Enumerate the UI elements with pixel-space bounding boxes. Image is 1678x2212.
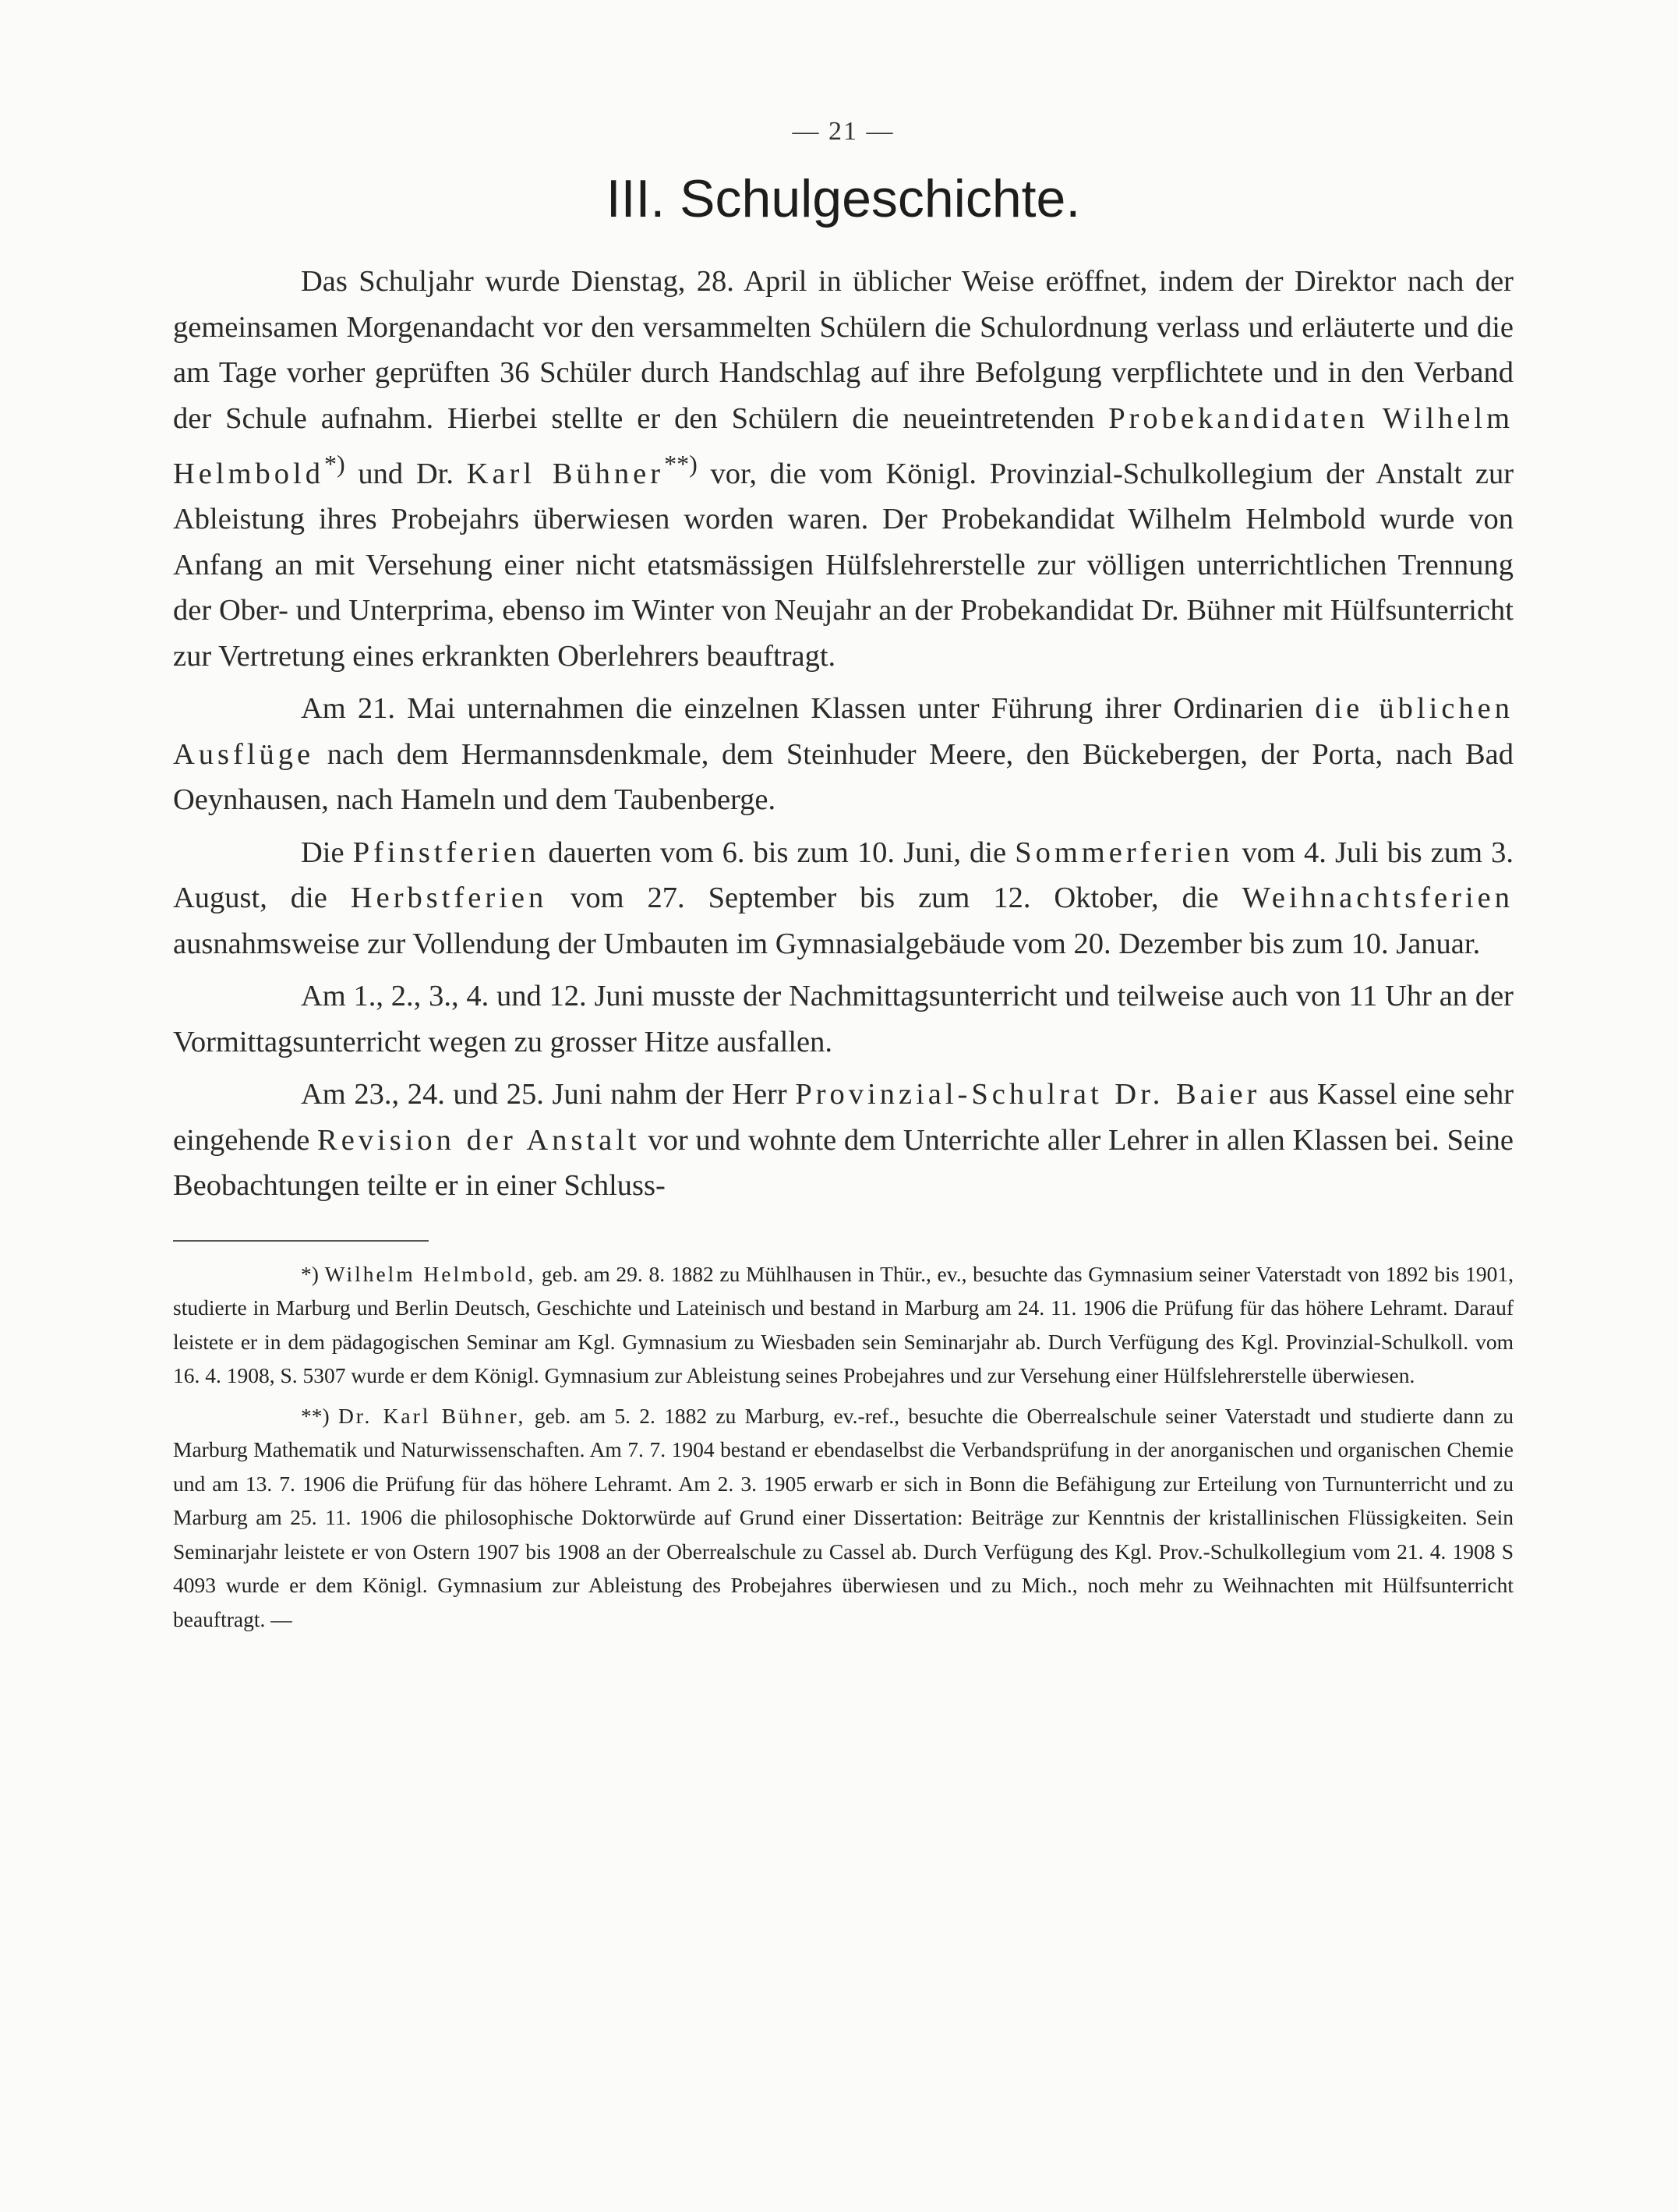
spaced-term: Revision der Anstalt: [317, 1123, 641, 1157]
paragraph-text: Das Schuljahr wurde Dienstag, 28. April in üblicher Weise eröffnet, indem der Direktor nach der gemeinsamen Morgenandacht vor den versammelten Schülern die Schulordnung verlass und erläuterte und die am Tage vorher geprüften 36 Schüler durch Handschlag auf ihre Befolgung verpflichtete und in den Verband der Schule aufnahm. Hierbei stellte er den Schülern die neueintretenden: [173, 265, 1514, 435]
footnote-separator: [173, 1240, 429, 1242]
footnote-text: geb. am 5. 2. 1882 zu Marburg, ev.-ref., besuchte die Oberrealschule seiner Vaterstadt und studierte dann zu Marburg Mathematik und Naturwissenschaften. Am 7. 7. 1904 bestand er ebendaselbst die Verbandsprüfung in der anorganischen und organischen Chemie und am 13. 7. 1906 die Prüfung für das höhere Lehramt. Am 2. 3. 1905 erwarb er sich in Bonn die Befähigung zur Erteilung von Turnunterricht und zu Marburg am 25. 11. 1906 die philosophische Doktorwürde auf Grund einer Dissertation: Beiträge zur Kenntnis der kristallinischen Flüssigkeiten. Sein Seminarjahr leistete er von Ostern 1907 bis 1908 an der Oberrealschule zu Cassel ab. Durch Verfügung des Kgl. Prov.-Schulkollegium vom 21. 4. 1908 S 4093 wurde er dem Königl. Gymnasium zur Ableistung des Probejahres überwiesen und zu Mich., noch mehr zu Weihnachten mit Hülfsunterricht beauftragt. —: [173, 1403, 1514, 1631]
spaced-term: Probekandidaten: [1108, 401, 1369, 435]
paragraph-excursions: [173, 686, 1514, 823]
paragraph-text: und Dr.: [358, 457, 454, 490]
footnote-name: Wilhelm Helmbold,: [324, 1261, 536, 1286]
footnote-name: Dr. Karl Bühner,: [337, 1403, 526, 1428]
paragraph-text: aus Kassel eine sehr eingehende: [173, 1078, 1514, 1157]
footnote-ref: *): [323, 450, 345, 478]
page-number: — 21 —: [792, 117, 895, 146]
paragraph-text: vom 4. Juli bis zum 3. August, die: [173, 836, 1514, 915]
paragraph-text: nach dem Hermannsdenkmale, dem Steinhuder Meere, den Bückebergen, der Porta, nach Bad Oeynhausen, nach Hameln und dem Taubenberge.: [173, 737, 1514, 817]
paragraph-holidays: [173, 830, 1514, 967]
footnote-text: geb. am 29. 8. 1882 zu Mühlhausen in Thür., ev., besuchte das Gymnasium seiner Vaterstadt von 1892 bis 1901, studierte in Marburg und Berlin Deutsch, Geschichte und Lateinisch und bestand in Marburg am 24. 11. 1906 die Prüfung für das höhere Lehramt. Darauf leistete er in dem pädagogischen Seminar am Kgl. Gymnasium zu Wiesbaden sein Seminarjahr ab. Durch Verfügung des Kgl. Provinzial-Schulkoll. vom 16. 4. 1908, S. 5307 wurde er dem Königl. Gymnasium zur Ableistung seines Probejahres und zur Versehung einer Hülfslehrerstelle überwiesen.: [173, 1261, 1514, 1388]
document-page: [173, 117, 1514, 1636]
paragraph-text: Die: [301, 836, 344, 869]
spaced-term: Weihnachtsferien: [1242, 882, 1514, 915]
paragraph-inspection: [173, 1072, 1514, 1209]
spaced-term: Pfinstferien: [352, 836, 540, 869]
paragraph-text: dauerten vom 6. bis zum 10. Juni, die: [548, 836, 1007, 869]
footnote-buehner: [173, 1399, 1514, 1637]
chapter-title: III. Schulgeschichte.: [606, 169, 1081, 228]
paragraph-text: Am 21. Mai unternahmen die einzelnen Klassen unter Führung ihrer Ordinarien: [301, 692, 1304, 726]
footnotes: [173, 1257, 1514, 1637]
footnote-mark: **): [301, 1403, 330, 1428]
paragraph-text: vor, die vom Königl. Provinzial-Schulkollegium der Anstalt zur Ableistung ihres Probejahrs überwiesen worden waren. Der Probekandidat Wilhelm Helmbold wurde von Anfang an mit Versehung einer nicht etatsmässigen Hülfslehrerstelle zur völligen unterrichtlichen Trennung der Ober- und Unterprima, ebenso im Winter von Neujahr an der Probekandidat Dr. Bühner mit Hülfsunterricht zur Vertretung eines erkrankten Oberlehrers beauftragt.: [173, 457, 1514, 673]
spaced-name: Wilhelm Helmbold: [173, 401, 1514, 490]
footnote-mark: *): [301, 1261, 319, 1286]
spaced-term: Sommerferien: [1015, 836, 1234, 869]
spaced-term: Herbstferien: [350, 882, 548, 915]
paragraph-text: vom 27. September bis zum 12. Oktober, die: [571, 882, 1219, 915]
paragraph-text: Am 23., 24. und 25. Juni nahm der Herr: [301, 1078, 787, 1111]
paragraph-text: vor und wohnte dem Unterrichte aller Lehrer in allen Klassen bei. Seine Beobachtungen teilte er in einer Schluss-: [173, 1123, 1514, 1203]
paragraph-text: ausnahmsweise zur Vollendung der Umbauten im Gymnasialgebäude vom 20. Dezember bis zum 10. Januar.: [173, 927, 1481, 960]
body-text: [173, 259, 1514, 1209]
footnote-ref: **): [664, 450, 698, 478]
spaced-name: Provinzial-Schulrat Dr. Baier: [795, 1078, 1261, 1111]
paragraph-heat: Am 1., 2., 3., 4. und 12. Juni musste der Nachmittagsunterricht und teilweise auch von 11 Uhr an der Vormittagsunterricht wegen zu grosser Hitze ausfallen.: [173, 980, 1514, 1058]
spaced-name: Karl Bühner: [466, 457, 665, 490]
spaced-term: die üblichen Ausflüge: [173, 692, 1514, 771]
footnote-helmbold: [173, 1257, 1514, 1393]
paragraph-school-opening: [173, 259, 1514, 679]
